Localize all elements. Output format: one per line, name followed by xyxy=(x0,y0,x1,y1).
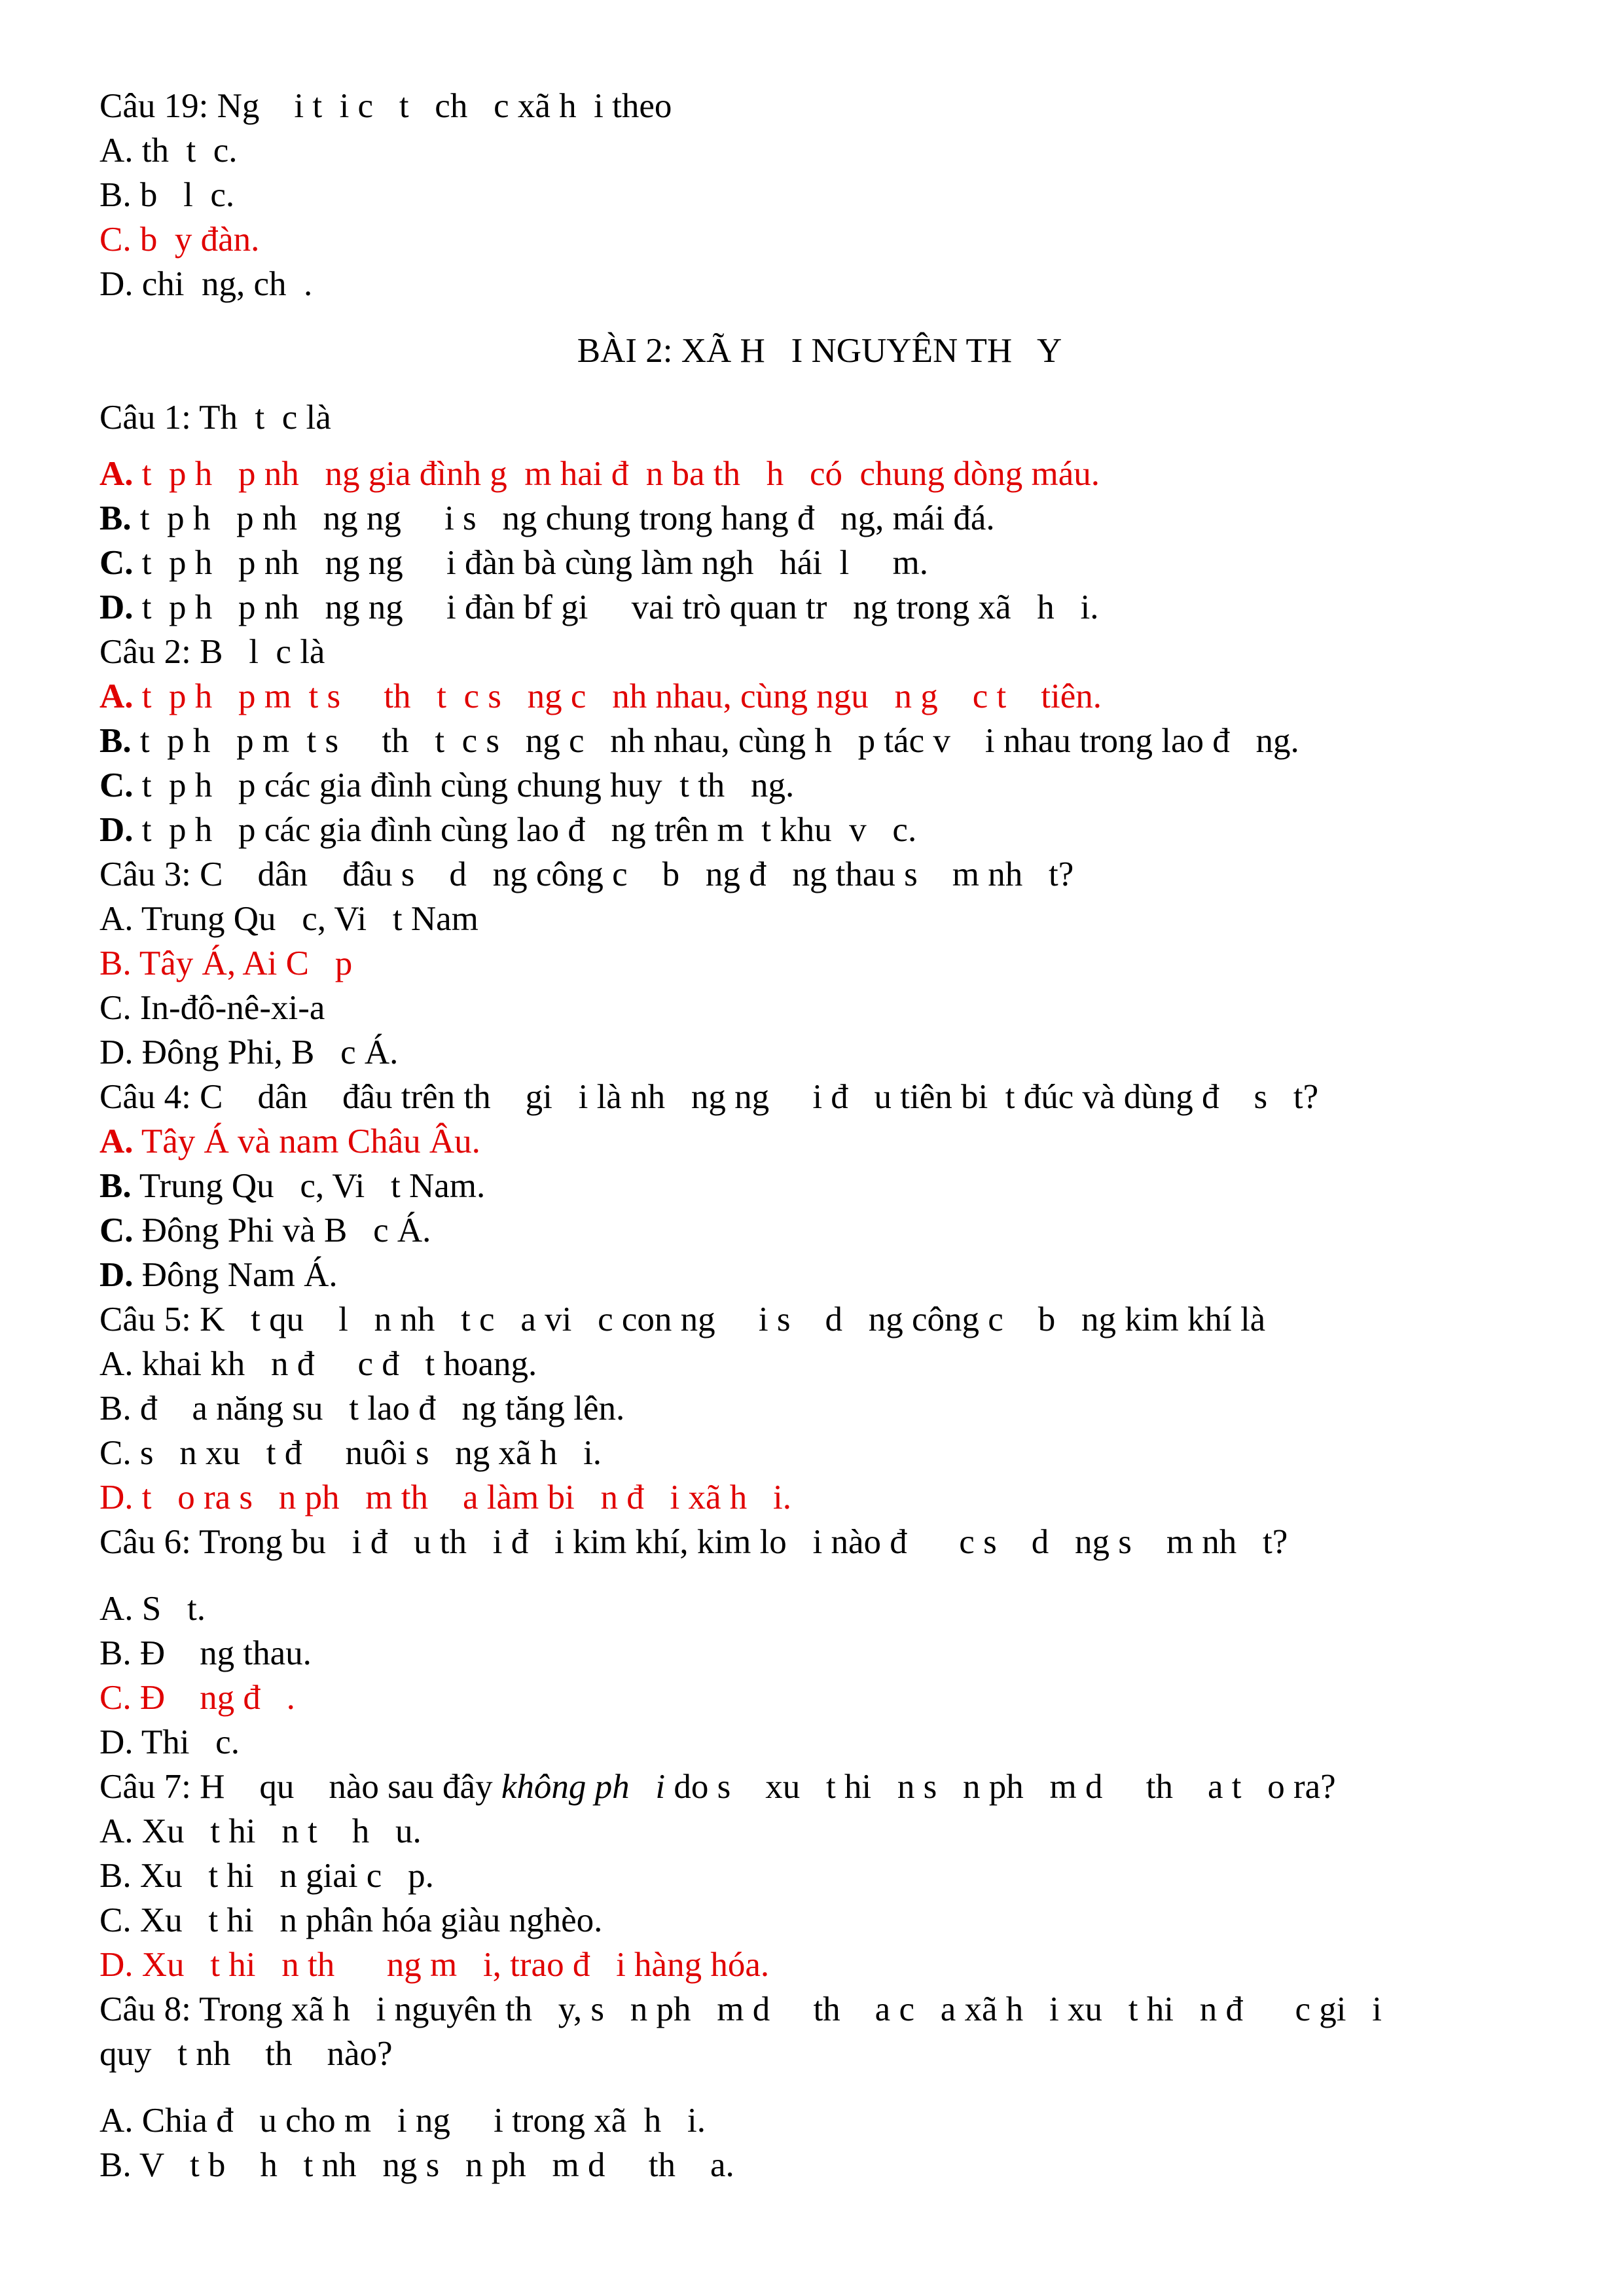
question-8-option-a: A. Chia đ u cho m i ng i trong xã h i. xyxy=(99,2102,706,2140)
option-letter: B. xyxy=(99,1167,132,1205)
option-letter: A. xyxy=(99,455,134,493)
question-19-stem: Câu 19: Ng i t i c t ch c xã h i theo xyxy=(99,87,672,125)
question-8-option-b: B. V t b h t nh ng s n ph m d th a. xyxy=(99,2146,734,2184)
option-text: Trung Qu c, Vi t Nam. xyxy=(131,1167,486,1205)
question-19-option-d: D. chi ng, ch . xyxy=(99,265,313,303)
question-2-option-b xyxy=(99,719,1540,763)
question-4-option-d xyxy=(99,1253,1540,1297)
question-1-option-b xyxy=(99,496,1540,541)
question-6-option-d: D. Thi c. xyxy=(99,1723,240,1761)
stem-emphasis: không ph i xyxy=(501,1768,666,1806)
option-letter: D. xyxy=(99,588,134,626)
question-6-option-c-answer: C. Đ ng đ . xyxy=(99,1679,295,1717)
question-5-option-c: C. s n xu t đ nuôi s ng xã h i. xyxy=(99,1434,602,1472)
question-5-option-d-answer: D. t o ra s n ph m th a làm bi n đ i xã h i. xyxy=(99,1479,791,1516)
option-letter: A. xyxy=(99,677,134,715)
question-5-stem: Câu 5: K t qu l n nh t c a vi c con ng i s d ng công c b ng kim khí là xyxy=(99,1300,1266,1338)
question-4-option-a-answer xyxy=(99,1119,1540,1164)
question-2-stem: Câu 2: B l c là xyxy=(99,633,325,671)
option-text: Đông Phi và B c Á. xyxy=(133,1211,431,1249)
stem-start: Câu 7: H qu nào sau đây xyxy=(99,1768,501,1806)
question-1-option-a-answer xyxy=(99,452,1540,496)
question-5-option-b: B. đ a năng su t lao đ ng tăng lên. xyxy=(99,1390,625,1427)
question-19-option-a: A. th t c. xyxy=(99,132,238,170)
option-text: t p h p nh ng gia đình g m hai đ n ba th h có chung dòng máu. xyxy=(133,455,1100,493)
option-letter: D. xyxy=(99,811,134,849)
option-letter: C. xyxy=(99,544,134,582)
question-6-option-b: B. Đ ng thau. xyxy=(99,1634,312,1672)
question-1-option-d xyxy=(99,585,1540,630)
question-6-stem: Câu 6: Trong bu i đ u th i đ i kim khí, kim lo i nào đ c s d ng s m nh t? xyxy=(99,1523,1288,1561)
question-7-option-c: C. Xu t hi n phân hóa giàu nghèo. xyxy=(99,1901,603,1939)
question-6-option-a: A. S t. xyxy=(99,1590,206,1628)
stem-end: do s xu t hi n s n ph m d th a t o ra? xyxy=(665,1768,1336,1806)
question-7-option-a: A. Xu t hi n t h u. xyxy=(99,1812,422,1850)
question-19-option-c-answer: C. b y đàn. xyxy=(99,221,260,259)
option-text: t p h p nh ng ng i đàn bà cùng làm ngh hái l m. xyxy=(133,544,928,582)
document-body xyxy=(99,84,1540,2187)
question-3-option-d: D. Đông Phi, B c Á. xyxy=(99,1033,399,1071)
option-text: t p h p các gia đình cùng lao đ ng trên m t khu v c. xyxy=(133,811,917,849)
question-2-option-a-answer xyxy=(99,674,1540,719)
option-letter: B. xyxy=(99,722,132,760)
question-3-option-a: A. Trung Qu c, Vi t Nam xyxy=(99,900,478,938)
question-2-option-c xyxy=(99,763,1540,808)
question-8-stem-line-2: quy t nh th nào? xyxy=(99,2035,393,2073)
lesson-title: BÀI 2: XÃ H I NGUYÊN TH Y xyxy=(577,332,1062,370)
question-4-option-c xyxy=(99,1208,1540,1253)
option-letter: A. xyxy=(99,1122,134,1160)
option-text: t p h p m t s th t c s ng c nh nhau, cùng h p tác v i nhau trong lao đ ng. xyxy=(131,722,1299,760)
question-3-option-b-answer: B. Tây Á, Ai C p xyxy=(99,944,353,982)
question-7-option-b: B. Xu t hi n giai c p. xyxy=(99,1857,434,1895)
question-7-option-d-answer: D. Xu t hi n th ng m i, trao đ i hàng hóa. xyxy=(99,1946,770,1984)
question-4-option-b xyxy=(99,1164,1540,1208)
option-letter: B. xyxy=(99,499,132,537)
question-1-option-c xyxy=(99,541,1540,585)
question-4-stem: Câu 4: C dân đâu trên th gi i là nh ng ng i đ u tiên bi t đúc và dùng đ s t? xyxy=(99,1078,1319,1116)
question-5-option-a: A. khai kh n đ c đ t hoang. xyxy=(99,1345,537,1383)
option-text: Tây Á và nam Châu Âu. xyxy=(133,1122,480,1160)
option-letter: C. xyxy=(99,1211,134,1249)
question-19-option-b: B. b l c. xyxy=(99,176,235,214)
question-1-stem: Câu 1: Th t c là xyxy=(99,399,331,437)
option-text: Đông Nam Á. xyxy=(133,1256,338,1294)
question-2-option-d xyxy=(99,808,1540,852)
option-text: t p h p các gia đình cùng chung huy t th ng. xyxy=(133,766,795,804)
option-letter: D. xyxy=(99,1256,134,1294)
question-8-stem-line-1: Câu 8: Trong xã h i nguyên th y, s n ph m d th a c a xã h i xu t hi n đ c gi i xyxy=(99,1990,1382,2028)
question-3-stem: Câu 3: C dân đâu s d ng công c b ng đ ng thau s m nh t? xyxy=(99,855,1074,893)
question-7-stem xyxy=(99,1765,1540,1809)
option-letter: C. xyxy=(99,766,134,804)
option-text: t p h p nh ng ng i s ng chung trong hang đ ng, mái đá. xyxy=(131,499,995,537)
option-text: t p h p m t s th t c s ng c nh nhau, cùng ngu n g c t tiên. xyxy=(133,677,1102,715)
option-text: t p h p nh ng ng i đàn bf gi vai trò quan tr ng trong xã h i. xyxy=(133,588,1099,626)
question-3-option-c: C. In-đô-nê-xi-a xyxy=(99,989,325,1027)
